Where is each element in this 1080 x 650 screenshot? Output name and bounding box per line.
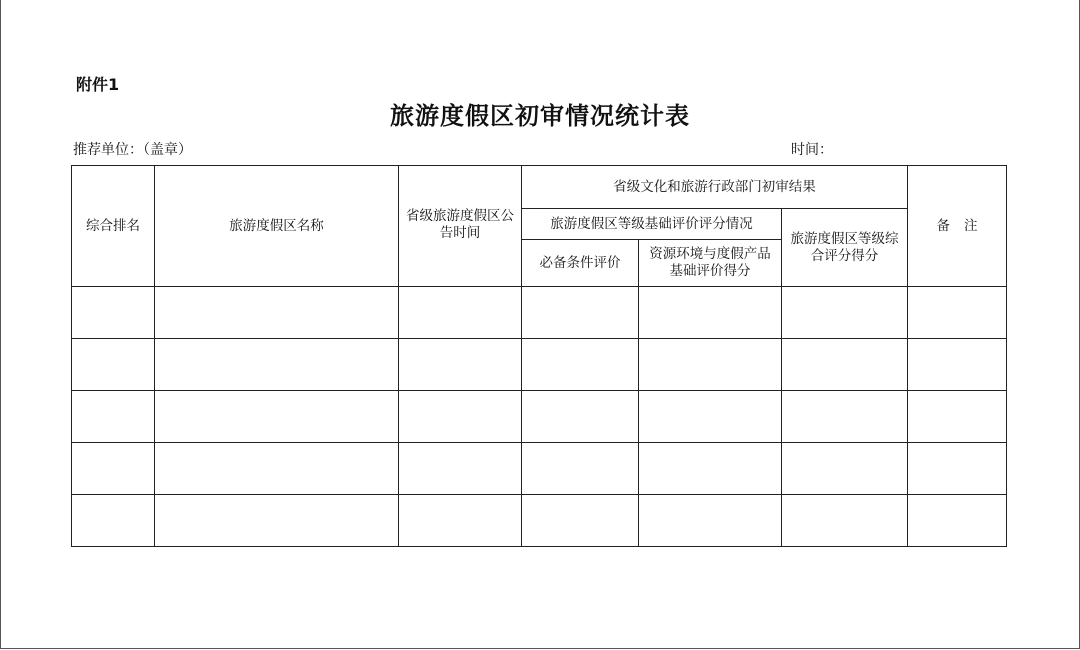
header-announce-time: 省级旅游度假区公告时间: [399, 166, 522, 287]
header-rank: 综合排名: [72, 166, 155, 287]
header-resource-score: 资源环境与度假产品基础评价得分: [639, 240, 782, 287]
table-cell[interactable]: [399, 495, 522, 547]
table-cell[interactable]: [72, 391, 155, 443]
header-required-conditions: 必备条件评价: [522, 240, 639, 287]
header-name: 旅游度假区名称: [155, 166, 399, 287]
table-cell[interactable]: [399, 391, 522, 443]
table-cell[interactable]: [908, 339, 1007, 391]
table-cell[interactable]: [782, 339, 908, 391]
header-remark: 备注: [908, 166, 1007, 287]
table-cell[interactable]: [399, 339, 522, 391]
table-row: [72, 339, 1007, 391]
table-cell[interactable]: [782, 287, 908, 339]
table-cell[interactable]: [639, 391, 782, 443]
table-cell[interactable]: [155, 443, 399, 495]
recommending-unit-label: 推荐单位：（盖章）: [73, 142, 192, 158]
time-label: 时间：: [791, 142, 833, 158]
table-cell[interactable]: [782, 495, 908, 547]
table-row: [72, 287, 1007, 339]
table-cell[interactable]: [522, 391, 639, 443]
table-cell[interactable]: [908, 287, 1007, 339]
table-cell[interactable]: [522, 339, 639, 391]
table-cell[interactable]: [155, 495, 399, 547]
table-cell[interactable]: [782, 391, 908, 443]
attachment-label: 附件1: [76, 75, 120, 94]
table-cell[interactable]: [908, 391, 1007, 443]
table-cell[interactable]: [522, 287, 639, 339]
table-cell[interactable]: [908, 495, 1007, 547]
table-cell[interactable]: [639, 287, 782, 339]
table-cell[interactable]: [522, 495, 639, 547]
table-cell[interactable]: [908, 443, 1007, 495]
table-row: [72, 495, 1007, 547]
table-cell[interactable]: [72, 287, 155, 339]
table-row: [72, 391, 1007, 443]
table-cell[interactable]: [72, 495, 155, 547]
table-cell[interactable]: [72, 443, 155, 495]
table-cell[interactable]: [155, 287, 399, 339]
table-cell[interactable]: [639, 443, 782, 495]
table-cell[interactable]: [72, 339, 155, 391]
page-title: 旅游度假区初审情况统计表: [390, 101, 690, 130]
table-cell[interactable]: [399, 443, 522, 495]
table-cell[interactable]: [782, 443, 908, 495]
table-cell[interactable]: [399, 287, 522, 339]
table-cell[interactable]: [155, 391, 399, 443]
header-row-1: [72, 166, 1007, 209]
table-row: [72, 443, 1007, 495]
table-cell[interactable]: [639, 495, 782, 547]
header-overall-score: 旅游度假区等级综合评分得分: [782, 209, 908, 287]
header-result-group: 省级文化和旅游行政部门初审结果: [522, 166, 908, 209]
header-basic-group: 旅游度假区等级基础评价评分情况: [522, 209, 782, 240]
table-cell[interactable]: [639, 339, 782, 391]
table-cell[interactable]: [522, 443, 639, 495]
statistics-table: [71, 165, 1007, 547]
table-cell[interactable]: [155, 339, 399, 391]
